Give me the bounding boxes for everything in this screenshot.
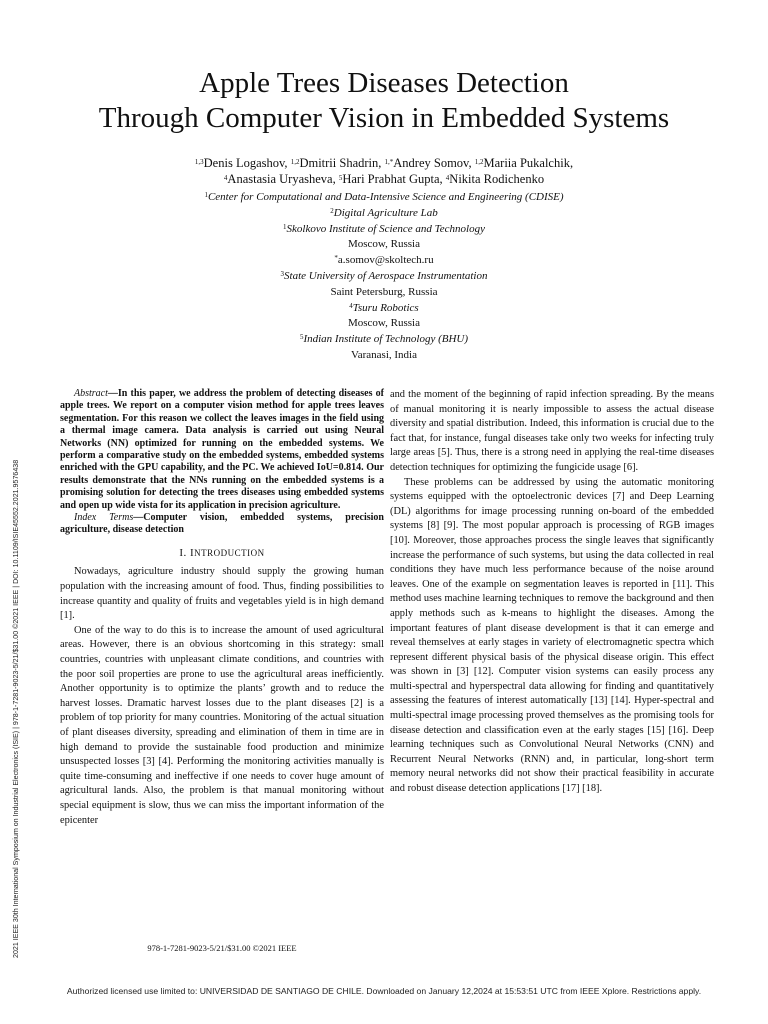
affiliation-line	[60, 269, 708, 285]
affiliation-line	[60, 316, 708, 332]
body-paragraph: Nowadays, agriculture industry should supply the growing human population with the increasing amount of food. Thus, finding possibilities to increase quantity and quality of fruits and vegetables yield is in high demand [1].	[60, 566, 384, 622]
section-heading-introduction	[60, 546, 384, 561]
affiliation-text: Moscow, Russia	[347, 317, 420, 330]
author-name: Hari Prabhat Gupta,	[342, 172, 446, 186]
author-name: Mariia Pukalchik,	[483, 156, 574, 170]
affiliation-text: Moscow, Russia	[347, 238, 420, 251]
affiliation-line	[60, 253, 708, 269]
author-sup: 1,*	[384, 158, 394, 166]
author-name: Anastasia Uryasheva,	[227, 172, 339, 186]
author-sup: 1,2	[474, 158, 484, 166]
author-name: Dmitrii Shadrin,	[299, 156, 385, 170]
left-column	[60, 388, 384, 828]
affiliation-line	[60, 285, 708, 301]
author-name: Denis Logashov,	[203, 156, 291, 170]
section-number: I.	[179, 546, 190, 559]
title-line-2: Through Computer Vision in Embedded Systems	[98, 102, 670, 134]
affiliation-sup: *	[334, 254, 338, 263]
affiliation-sup: 5	[299, 333, 304, 342]
affiliation-text: Tsuru Robotics	[352, 301, 419, 314]
affiliation-sup: 3	[280, 269, 285, 278]
affiliation-line	[60, 348, 708, 364]
author-list	[60, 155, 708, 187]
abstract-text: —In this paper, we address the problem of detecting diseases of apple trees. We report on a computer vision method for apple trees leaves segmentation. For this reason we collect the leaves images in the field using a thermal image camera. Data analysis is carried out using Neural Networks (NN) optimized for running on the embedded systems. We perform a comparative study on the embedded systems, embedded systems enriched with the GPU capability, and the PC. We achieved IoU=0.814. Our results demonstrate that the NNs running on the embedded systems is a promising solution for detecting the trees diseases using embedded systems and open up wide vista for its application in precision agriculture.	[60, 388, 384, 511]
body-paragraph: and the moment of the beginning of rapid infection spreading. By the means of manual monitoring it is nearly impossible to assess the actual disease diversity and spatial distribution. Indeed, this information is crucial due to the fact that, for instance, fungal diseases take only two weeks for infecting truly large areas [5]. Thus, there is a strong need in applying the real-time diseases detection techniques for optimizing the fungicide usage [6].	[390, 389, 714, 473]
title-line-1: Apple Trees Diseases Detection	[199, 67, 569, 99]
copyright-notice: 978-1-7281-9023-5/21/$31.00 ©2021 IEEE	[147, 943, 297, 953]
affiliation-sup: 1	[204, 191, 208, 199]
affiliation-line	[60, 190, 708, 206]
author-sup: 4	[223, 174, 228, 182]
affiliation-sup: 1	[283, 222, 287, 231]
affiliation-text: Skolkovo Institute of Science and Technology	[286, 222, 485, 235]
body-paragraph: One of the way to do this is to increase the amount of used agricultural areas. However, there is an obvious shortcoming in this strategy: small countries, countries with unpleasant climate conditions, and countries with the poor soil properties are prone to use the agricultural areas inefficiently. Another opportunity is to optimize the plants’ growth and to reduce the harvest losses. Dramatic harvest losses due to the plant diseases [2] is a problem of top priority for many countries. Monitoring of the actual situation of plant diseases diversity, spreading and elimination of them in time are in high demand to provide the sustainable food production and minimize unsuspected losses [3] [4]. Performing the monitoring activities manually is quite time-consuming and ineffective if one needs to cover huge amount of agricultural lands. Also, the problem is that manual monitoring without special equipment is slow, thus we can miss the important information of the epicenter	[60, 624, 384, 826]
affiliation-text: Digital Agriculture Lab	[333, 206, 438, 219]
affiliation-line	[60, 237, 708, 253]
index-terms-text: —Computer vision, embedded systems, precision agriculture, disease detection	[60, 512, 384, 536]
affiliation-text: Center for Computational and Data-Intensive Science and Engineering (CDISE)	[207, 191, 564, 203]
body-paragraph: These problems can be addressed by using the automatic monitoring systems equipped with the optoelectronic devices [7] and Deep Learning (DL) algorithms for image processing running on-board of the embedded systems [8] [9]. The most popular approach is processing of RGB images [10]. Moreover, those approaches process the single leaves that significantly increase the performance of such systems, but using the data collected in real conditions they have much less performance because of the noise around leaves. One of the example on segmentation leaves is reported in [11]. This method uses machine learning techniques to remove the background and then apply methods such as k-means to highlight the diseases. Among the important features of plant disease development is that it can emerge and reveal themselves at early stages in variety of electromagnetic spectra which represent different physical basis of the physical disease origin. This effect was shown in [3] [12]. Computer vision systems can easily process any multi-spectral and hyperspectral data allowing for finding and quantitatively assessing the features of interest automatically [13] [14]. Hyper-spectral and multi-spectral image processing proved themselves as the promising tools for disease detection and classification even at the early stages [15] [16]. Deep learning techniques such as Convolutional Neural Networks (CNN) and Recurrent Neural Networks (RNN) and, in particular, long-short term memory neural networks did not show their practical feasibility in accurate and robust disease detection applications [17] [18].	[390, 476, 714, 795]
section-title-initial: I	[190, 546, 195, 559]
affiliation-line	[60, 332, 708, 348]
index-terms	[60, 512, 384, 537]
side-doi-note	[10, 288, 26, 958]
author-sup: 4	[445, 174, 450, 182]
author-line-2	[60, 171, 708, 187]
index-terms-label: Index Terms	[74, 512, 134, 524]
author-name: Nikita Rodichenko	[449, 172, 545, 186]
author-sup: 5	[338, 174, 343, 182]
abstract	[60, 388, 384, 512]
affiliation-sup: 4	[349, 301, 353, 310]
paper-title	[40, 66, 728, 136]
side-doi-text: 2021 IEEE 30th International Symposium on Industrial Electronics (ISIE) | 978-1-7281-9023-5/21/$31.00 ©2021 IEEE | DOI: 10.1109/ISIE45552.2021.9576438	[12, 459, 20, 958]
affiliation-line	[60, 206, 708, 222]
author-sup: 1,2	[290, 158, 300, 166]
contact-email: a.somov@skoltech.ru	[337, 254, 434, 267]
section-title-rest: NTRODUCTION	[194, 547, 265, 558]
affiliation-text: Saint Petersburg, Russia	[330, 285, 438, 298]
author-name: Andrey Somov,	[393, 156, 475, 170]
affiliation-text: Varanasi, India	[351, 348, 417, 361]
abstract-label: Abstract	[74, 388, 108, 399]
license-footer: Authorized licensed use limited to: UNIVERSIDAD DE SANTIAGO DE CHILE. Downloaded on January 12,2024 at 15:53:51 UTC from IEEE Xplore. Restrictions apply.	[66, 986, 702, 996]
affiliation-line	[60, 301, 708, 317]
author-line-1	[60, 155, 708, 171]
affiliation-line	[60, 222, 708, 238]
affiliation-text: Indian Institute of Technology (BHU)	[303, 333, 469, 346]
right-column	[390, 388, 714, 797]
affiliation-sup: 2	[330, 206, 334, 215]
author-sup: 1,3	[194, 158, 204, 166]
affiliations	[60, 190, 708, 364]
affiliation-text: State University of Aerospace Instrumentation	[284, 269, 488, 282]
